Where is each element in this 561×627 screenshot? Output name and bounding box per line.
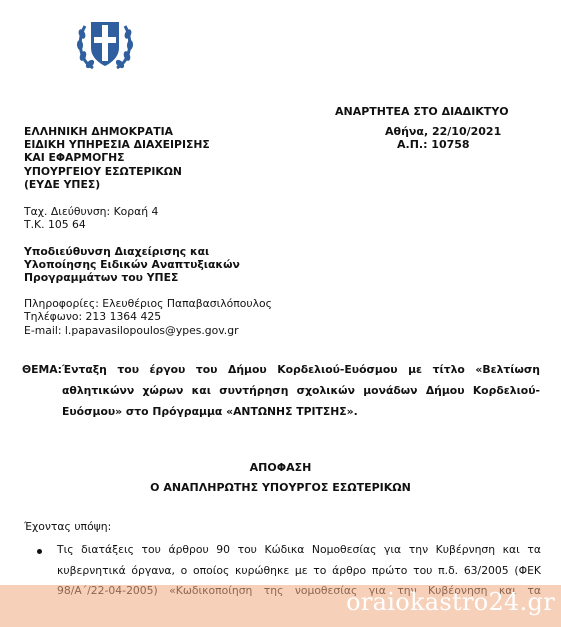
watermark-text: oraiokastro24.gr <box>346 588 555 616</box>
minister-title: Ο ΑΝΑΠΛΗΡΩΤΗΣ ΥΠΟΥΡΓΟΣ ΕΣΩΤΕΡΙΚΩΝ <box>150 481 411 494</box>
contact-phone: Τηλέφωνο: 213 1364 425 <box>24 310 162 324</box>
document-date: Αθήνα, 22/10/2021 <box>385 125 502 138</box>
decision-title: ΑΠΟΦΑΣΗ <box>249 461 312 474</box>
issuing-authority <box>24 125 210 191</box>
postal-address <box>24 205 158 232</box>
subject-line: αθλητικώνν χώρων και συντήρηση σχολικών μονάδων Δήμου Κορδελιού- <box>62 384 540 397</box>
subject-line: Ένταξη του έργου του Δήμου Κορδελιού-Ευόσμου με τίτλο «Βελτίωση <box>62 363 540 376</box>
coat-of-arms-emblem <box>73 12 137 76</box>
authority-line: ΕΛΛΗΝΙΚΗ ΔΗΜΟΚΡΑΤΙΑ <box>24 125 174 138</box>
bullet-marker <box>37 549 42 554</box>
contact-info <box>24 297 272 337</box>
postal-code: Τ.Κ. 105 64 <box>24 218 86 232</box>
bullet-line: Τις διατάξεις του άρθρου 90 του Κώδικα Νομοθεσίας για την Κυβέρνηση και τα <box>57 543 541 556</box>
subunit-line: Υποδιεύθυνση Διαχείρισης και <box>24 245 210 258</box>
subject-text <box>62 359 540 422</box>
contact-email: E-mail: l.papavasilopoulos@ypes.gov.gr <box>24 323 239 337</box>
contact-person: Πληροφορίες: Ελευθέριος Παπαβασιλόπουλος <box>24 297 272 310</box>
subject-label: ΘΕΜΑ: <box>22 363 62 376</box>
having-regard-heading: Έχοντας υπόψη: <box>24 520 112 533</box>
protocol-number: Α.Π.: 10758 <box>397 138 470 151</box>
publish-notice: ΑΝΑΡΤΗΤΕΑ ΣΤΟ ΔΙΑΔΙΚΤΥΟ <box>335 105 509 118</box>
street-address: Ταχ. Διεύθυνση: Κοραή 4 <box>24 205 159 218</box>
subject-line: Ευόσμου» στο Πρόγραμμα «ΑΝΤΩΝΗΣ ΤΡΙΤΣΗΣ». <box>62 405 358 418</box>
sub-directorate <box>24 245 240 285</box>
authority-line: (ΕΥΔΕ ΥΠΕΣ) <box>24 177 101 191</box>
authority-line: ΥΠΟΥΡΓΕΙΟΥ ΕΣΩΤΕΡΙΚΩΝ <box>24 164 182 178</box>
subunit-line: Υλοποίησης Ειδικών Αναπτυξιακών <box>24 258 240 272</box>
bullet-line: κυβερνητικά όργανα, ο οποίος κυρώθηκε με το άρθρο πρώτο του π.δ. 63/2005 (ΦΕΚ <box>57 563 541 577</box>
authority-line: ΕΙΔΙΚΗ ΥΠΗΡΕΣΙΑ ΔΙΑΧΕΙΡΙΣΗΣ <box>24 138 210 152</box>
subunit-line: Προγραμμάτων του ΥΠΕΣ <box>24 271 179 285</box>
authority-line: ΚΑΙ ΕΦΑΡΜΟΓΗΣ <box>24 151 125 165</box>
cross-horizontal <box>94 37 116 43</box>
